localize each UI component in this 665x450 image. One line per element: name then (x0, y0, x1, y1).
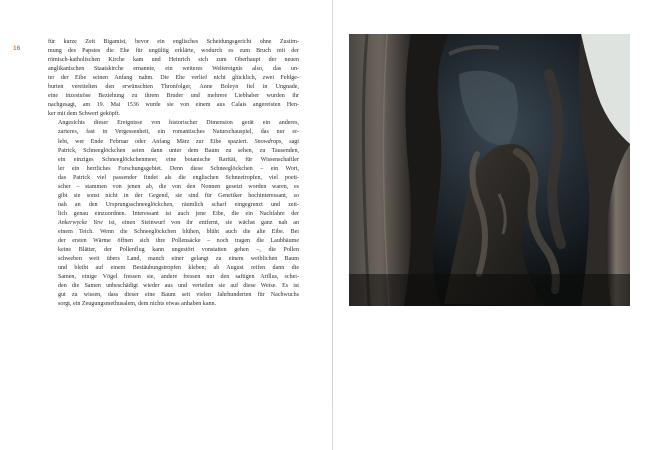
text-line: römisch-katholischen Kirche kam und Heinrich sich zum Oberhaupt der neuen (48, 57, 299, 64)
text-line: nachgesagt, am 19. Mai 1536 wurde sie von einem aus Calais angereisten Hen- (48, 102, 299, 109)
text-line: sorgt, ein Zeugungsmethusalem, dem nichts etwas anhaben kann. (58, 301, 217, 308)
text-line: Samen, einige Vögel fressen sie, andere fressen nur den saftigen Arillus, schei- (58, 274, 299, 281)
text-line: Patrick, Schneeglöckchen seien dann unter dem Baum zu sehen, zu Tausenden, (58, 147, 299, 154)
text-line: der ersten Wärme öffnen sich ihre Pollensäcke – noch tragen die Laubbäume (58, 238, 299, 245)
page-number: 16 (13, 45, 21, 52)
text-line: burten vereitelten den erwünschten Thronfolger, Anne Boleyn fiel in Ungnade, (48, 84, 299, 91)
text-line: keine Blätter, der Pollenflug kann ungestört vonstatten gehen –, die Pollen (58, 247, 299, 254)
yew-trunk-photo (349, 34, 630, 306)
hollow-yew-trunk-image (349, 34, 630, 306)
text-line: ter der Eibe seinen Anfang nahm. Die Ehe verlief nicht glücklich, zwei Fehlge- (48, 75, 299, 82)
text-line: anglikanischen Staatskirche ernannte, ein weiteres Weltereignis also, das un- (48, 66, 299, 73)
text-line: lich genau einzuordnen. Interessant ist auch jene Eibe, die ein Nachfahre der (58, 210, 299, 217)
text-line: scher – stammen von jenen ab, die von den Nonnen gesetzt worden waren, es (58, 183, 299, 190)
text-line: und bleibt auf einem Bestäubungstropfen kleben; ab August reifen dann die (58, 265, 299, 272)
text-line: den die Samen unbeschädigt wieder aus und verteilen sie auf diese Weise. Es ist (58, 283, 299, 290)
text-line: ler ein herrliches Forschungsgebiet. Denn diese Schneeglöckchen – ein Wort, (58, 165, 299, 172)
body-text (48, 38, 299, 309)
text-line: eine inzestuöse Beziehung zu ihrem Bruder und mehrere Liebhaber wurden ihr (48, 93, 299, 100)
text-line: gibt sie sonst nicht in der Gegend, sie sind für Genetiker hochinteressant, so (58, 192, 299, 199)
text-line: schweben weit übers Land, manch einer gelangt zu einem weiblichen Baum (58, 256, 299, 263)
text-line: mung des Papstes die Ehe für ungültig erklärte, wodurch es zum Bruch mit der (48, 48, 299, 55)
text-line: für kurze Zeit Bigamist, bevor ein englisches Scheidungsgericht ohne Zustim- (48, 39, 299, 45)
left-page (0, 0, 332, 450)
text-line: ein einziges Schneeglöckchenmeer, eine botanische Rarität, für Wissenschaftler (58, 156, 299, 163)
paragraph (48, 119, 299, 309)
right-page (333, 0, 665, 450)
text-line: Angesichts dieser Ereignisse von historischer Dimension gerät ein anderes, (58, 120, 299, 127)
text-line: nah an den Ursprungsschneeglöckchen, räumlich scharf eingegrenzt und zeit- (58, 201, 299, 208)
text-line: ker mit dem Schwert geköpft. (48, 111, 121, 118)
text-line: einem Teich. Wenn die Schneeglöckchen blühen, blüht auch die alte Eibe. Bei (58, 228, 299, 235)
paragraph (48, 38, 299, 119)
text-line: gut zu wissen, dass dieser eine Baum seit vielen Jahrhunderten für Nachwuchs (58, 292, 299, 299)
text-line: lebt, wer Ende Februar oder Anfang März zur Eibe spaziert. Snowdrops, sagt (58, 138, 299, 145)
text-line: das Patrick viel passender findet als die englischen Schneetropfen, viel poeti- (58, 174, 299, 181)
text-line: zarteres, fast in Vergessenheit, ein romantisches Naturschauspiel, das nur er- (58, 129, 299, 136)
text-line: Ankerwycke Yew ist, einen Steinwurf von ihr entfernt, sie wächst ganz nah an (58, 219, 299, 226)
